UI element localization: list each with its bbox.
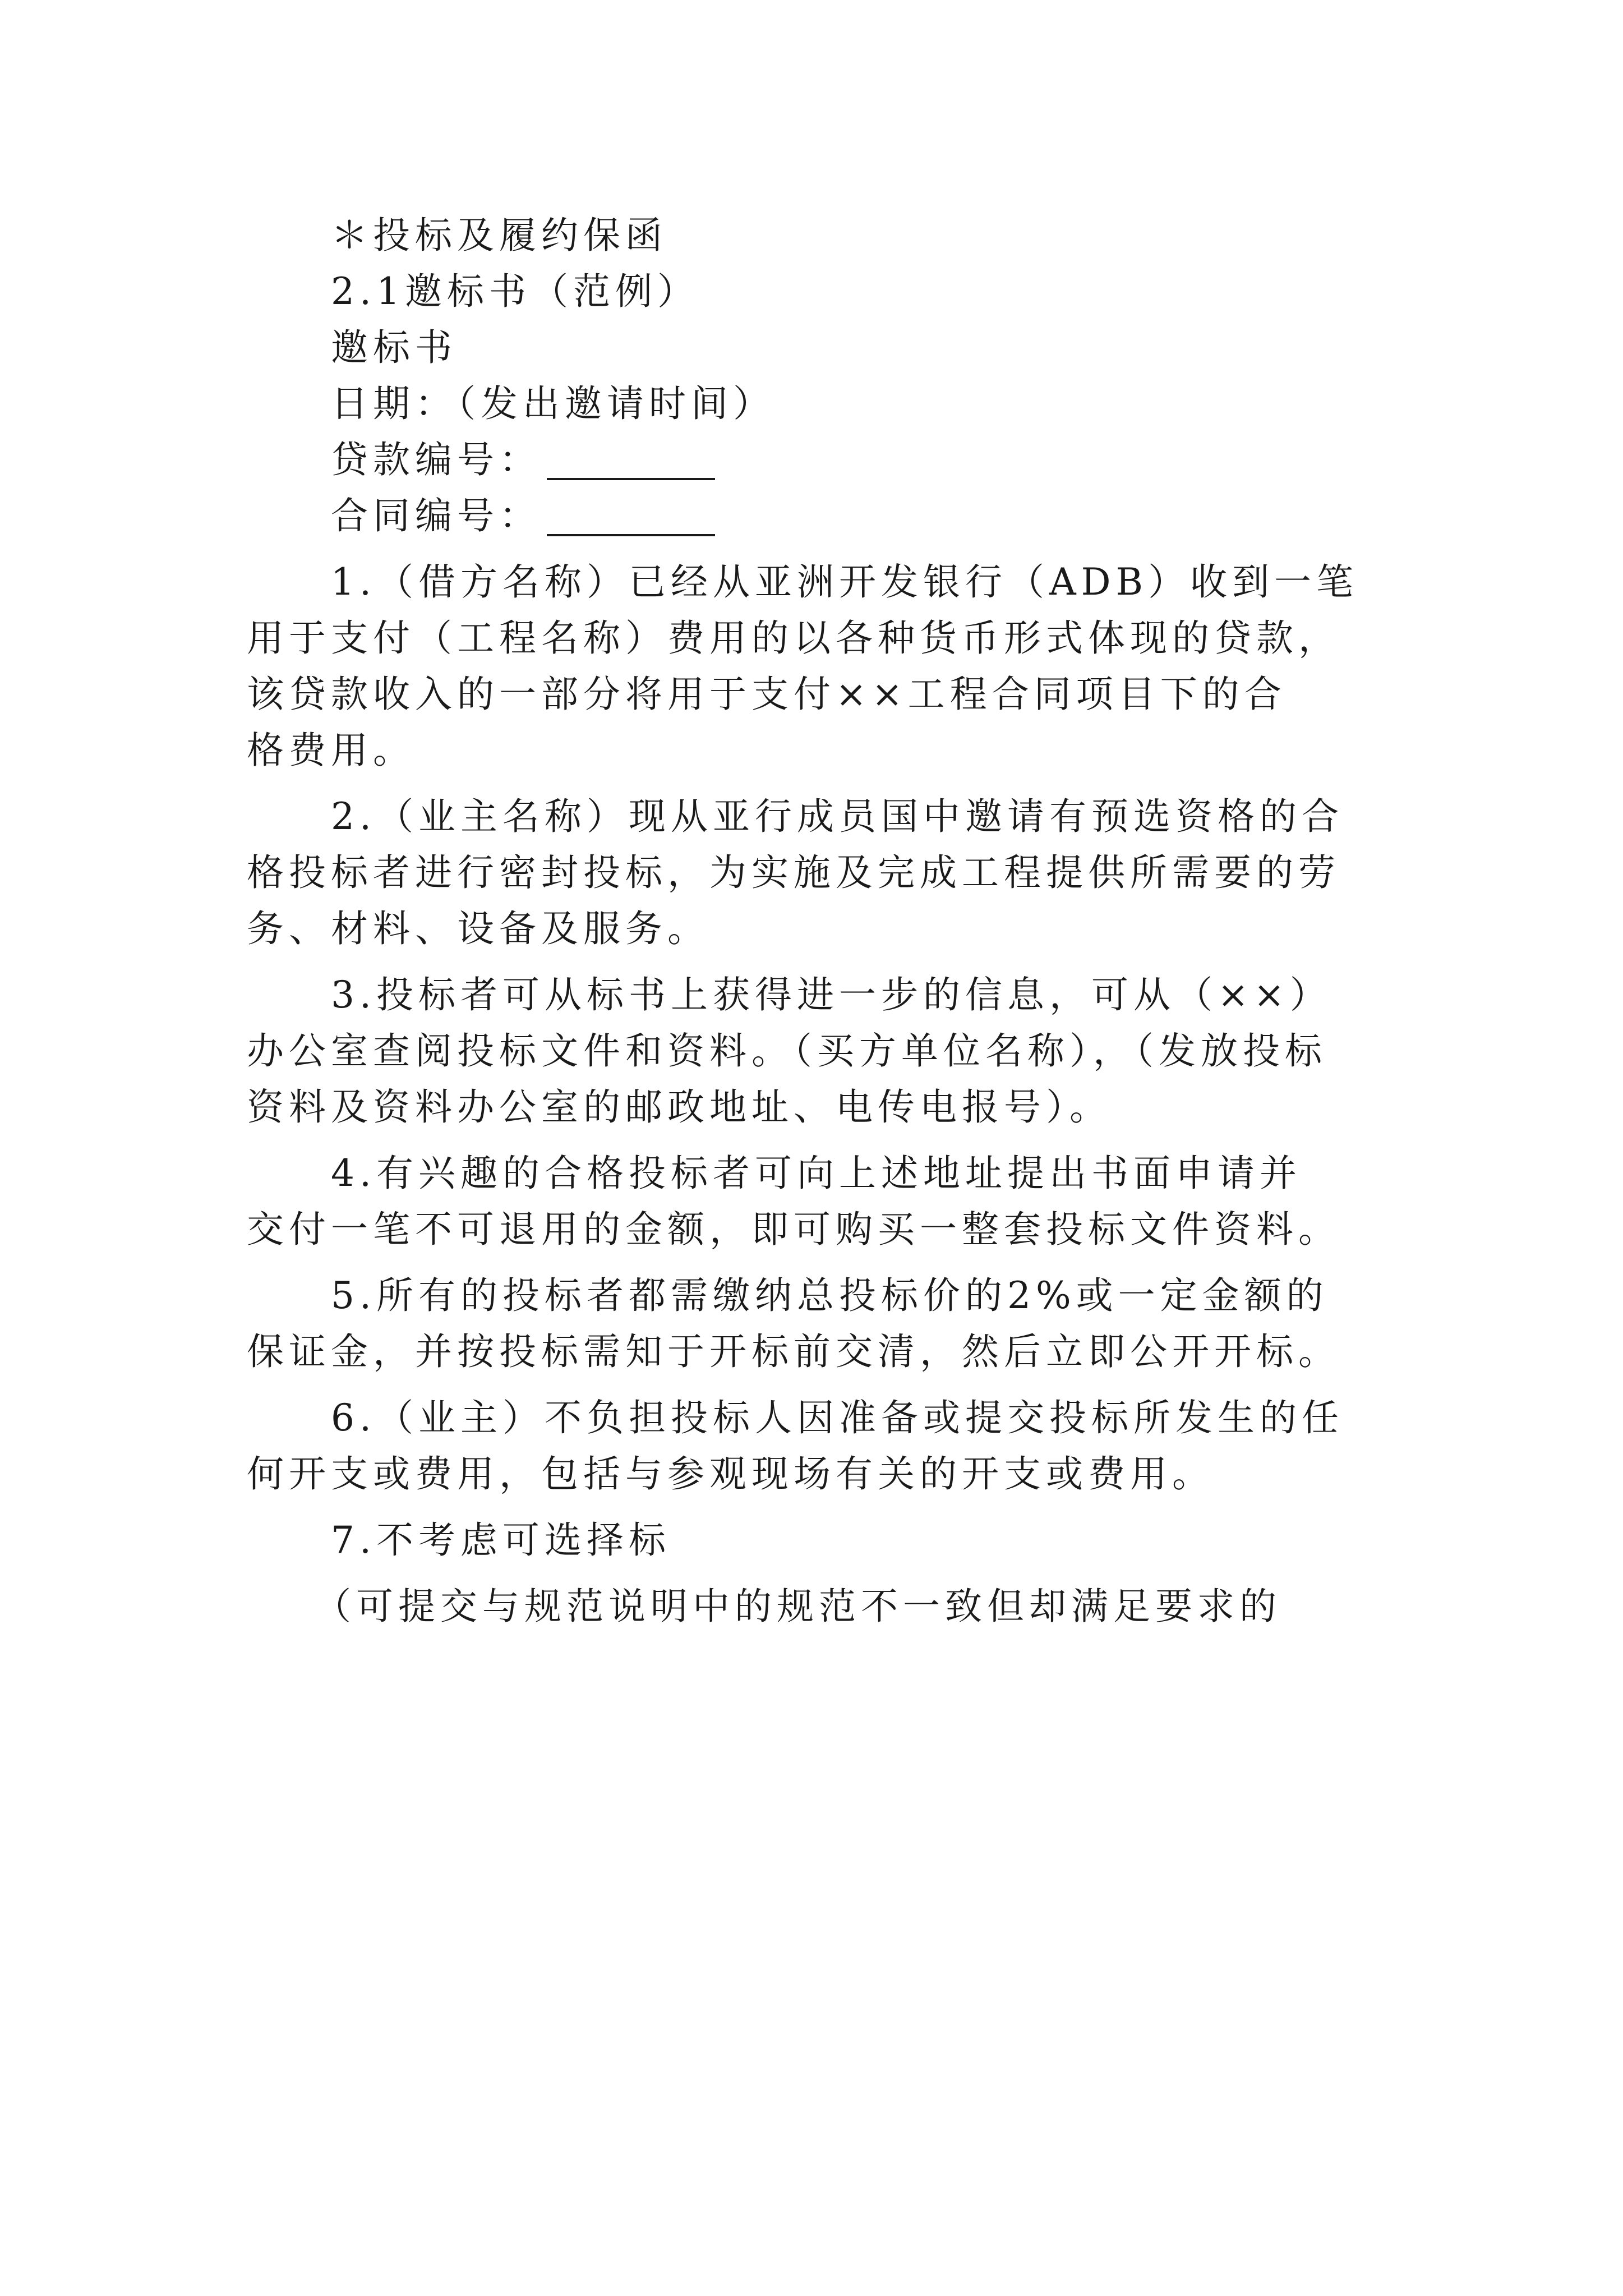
contract-number-label: 合同编号： (331, 494, 541, 537)
paragraph-2 (247, 789, 1385, 957)
loan-number-blank (547, 441, 715, 480)
paragraph-8 (247, 1579, 1385, 1635)
paragraph-line: 该贷款收入的一部分将用于支付××工程合同项目下的合 (247, 673, 1287, 716)
document-body (247, 208, 1385, 1635)
paragraph-line: 格费用。 (247, 729, 415, 772)
paragraph-line: 6.（业主）不负担投标人因准备或提交投标所发生的任 (331, 1396, 1344, 1439)
paragraph-line: 务、材料、设备及服务。 (247, 907, 709, 950)
paragraph-line: 交付一笔不可退用的金额，即可购买一整套投标文件资料。 (247, 1208, 1340, 1251)
loan-number-line (247, 432, 1385, 488)
paragraph-line: 办公室查阅投标文件和资料。（买方单位名称），（发放投标 (247, 1029, 1327, 1073)
paragraph-line: 4.有兴趣的合格投标者可向上述地址提出书面申请并 (331, 1152, 1302, 1195)
paragraph-5 (247, 1268, 1385, 1380)
paragraph-line: 7.不考虑可选择标 (331, 1519, 671, 1562)
paragraph-line: 5.所有的投标者都需缴纳总投标价的2%或一定金额的 (331, 1274, 1329, 1317)
paragraph-3 (247, 967, 1385, 1135)
paragraph-line: 1.（借方名称）已经从亚洲开发银行（ADB）收到一笔 (331, 560, 1359, 604)
paragraph-line: （可提交与规范说明中的规范不一致但却满足要求的 (314, 1585, 1281, 1628)
contract-number-line (247, 488, 1385, 544)
paragraph-line: 资料及资料办公室的邮政地址、电传电报号）。 (247, 1085, 1112, 1129)
date-line: 日期：（发出邀请时间） (331, 382, 775, 425)
paragraph-line: 何开支或费用，包括与参观现场有关的开支或费用。 (247, 1452, 1214, 1496)
paragraph-1 (247, 554, 1385, 779)
paragraph-4 (247, 1145, 1385, 1258)
section-heading: ＊投标及履约保函 (331, 214, 667, 257)
paragraph-line: 格投标者进行密封投标，为实施及完成工程提供所需要的劳 (247, 851, 1340, 894)
paragraph-line: 用于支付（工程名称）费用的以各种货币形式体现的贷款， (247, 616, 1340, 660)
paragraph-line: 2.（业主名称）现从亚行成员国中邀请有预选资格的合 (331, 795, 1344, 838)
paragraph-line: 保证金，并按投标需知于开标前交清，然后立即公开开标。 (247, 1330, 1340, 1373)
paragraph-line: 3.投标者可从标书上获得进一步的信息，可从（××） (331, 973, 1332, 1016)
subsection-heading: 2.1邀标书（范例） (331, 270, 699, 313)
paragraph-6 (247, 1390, 1385, 1502)
loan-number-label: 贷款编号： (331, 438, 541, 481)
contract-number-blank (547, 497, 715, 536)
paragraph-7 (247, 1512, 1385, 1568)
document-title: 邀标书 (331, 326, 457, 369)
